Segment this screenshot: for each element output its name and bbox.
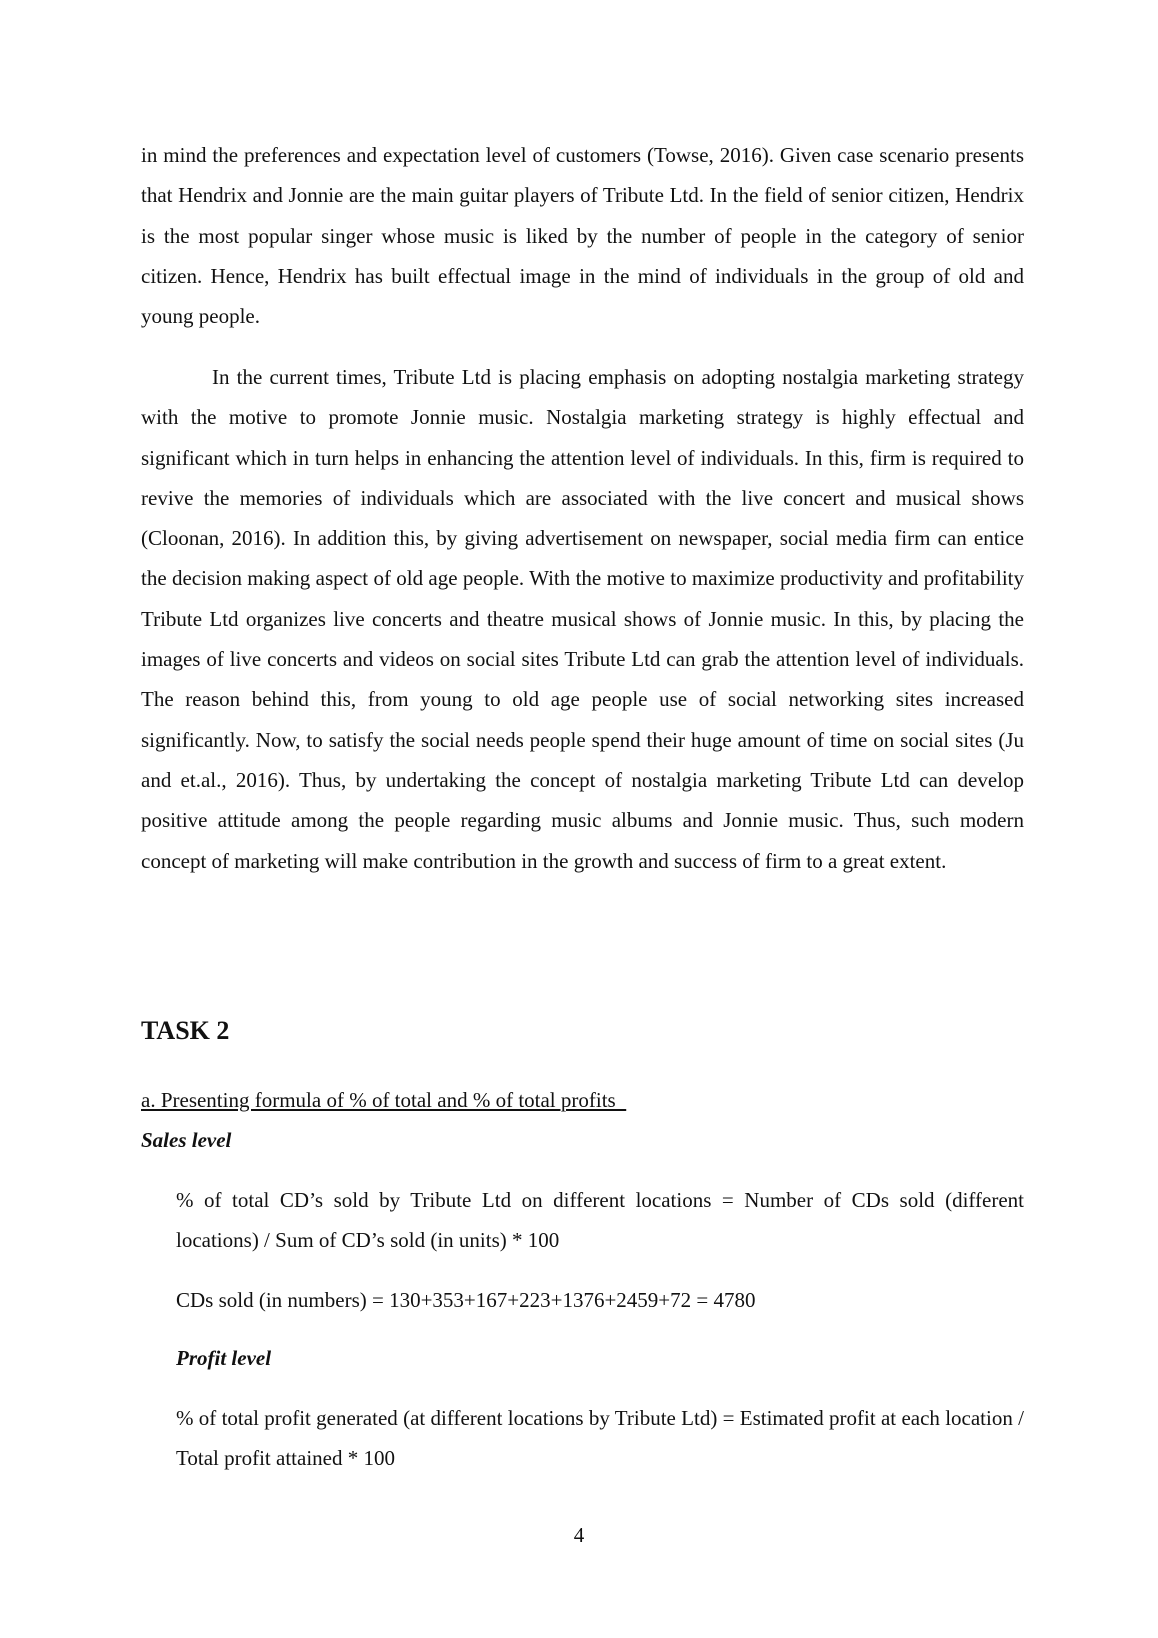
profit-formula: % of total profit generated (at different locations by Tribute Ltd) = Estimated profit at each location / Total profit attained * 100 (176, 1406, 1024, 1471)
sales-formula: % of total CD’s sold by Tribute Ltd on different locations = Number of CDs sold (different locations) / Sum of CD’s sold (in units) * 100 (176, 1188, 1024, 1253)
task-heading: TASK 2 (141, 1016, 230, 1045)
task-subheading: a. Presenting formula of % of total and % of total profits (141, 1088, 627, 1112)
paragraph-nostalgia-marketing: In the current times, Tribute Ltd is placing emphasis on adopting nostalgia marketing strategy with the motive to promote Jonnie music. Nostalgia marketing strategy is highly effectual and significant which in turn helps in enhancing the attention level of individuals. In this, firm is required to revive the memories of individuals which are associated with the live concert and musical shows (Cloonan, 2016). In addition this, by giving advertisement on newspaper, social media firm can entice the decision making aspect of old age people. With the motive to maximize productivity and profitability Tribute Ltd organizes live concerts and theatre musical shows of Jonnie music. In this, by placing the images of live concerts and videos on social sites Tribute Ltd can grab the attention level of individuals. The reason behind this, from young to old age people use of social networking sites increased significantly. Now, to satisfy the social needs people spend their huge amount of time on social sites (Ju and et.al., 2016). Thus, by undertaking the concept of nostalgia marketing Tribute Ltd can develop positive attitude among the people regarding music albums and Jonnie music. Thus, such modern concept of marketing will make contribution in the growth and success of firm to a great extent. (141, 365, 1024, 873)
page-number: 4 (573, 1523, 585, 1547)
paragraph-intro-continuation: in mind the preferences and expectation level of customers (Towse, 2016). Given case scenario presents that Hendrix and Jonnie are the main guitar players of Tribute Ltd. In the field of senior citizen, Hendrix is the most popular singer whose music is liked by the number of people in the category of senior citizen. Hence, Hendrix has built effectual image in the mind of individuals in the group of old and young people. (141, 143, 1024, 329)
sales-level-label: Sales level (141, 1128, 232, 1152)
cds-sold-calculation: CDs sold (in numbers) = 130+353+167+223+1376+2459+72 = 4780 (176, 1288, 756, 1312)
profit-level-label: Profit level (176, 1346, 272, 1370)
